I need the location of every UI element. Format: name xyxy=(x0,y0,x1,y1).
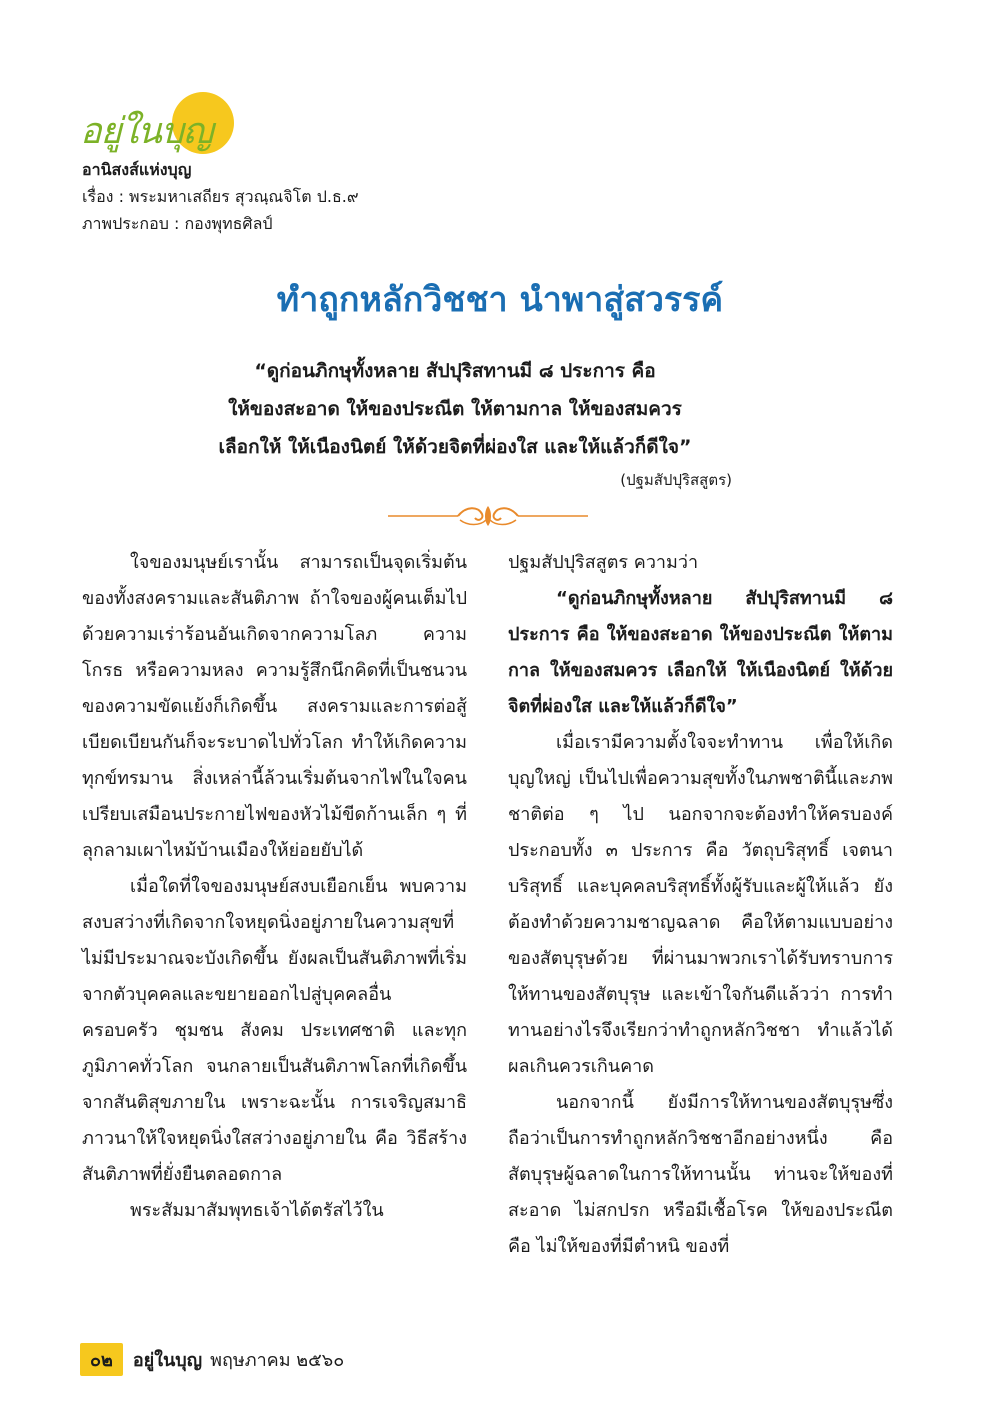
body-paragraph: เมื่อใดที่ใจของมนุษย์สงบเยือกเย็น พบความสงบสว่างที่เกิดจากใจหยุดนิ่งอยู่ภายในความสุขที่ไม่มีประมาณจะบังเกิดขึ้น ยังผลเป็นสันติภาพที่เริ่มจากตัวบุคคลและขยายออกไปสู่บุคคลอื่น ครอบครัว ชุมชน สังคม ประเทศชาติ และทุกภูมิภาคทั่วโลก จนกลายเป็นสันติภาพโลกที่เกิดขึ้นจากสันติสุขภายใน เพราะฉะนั้น การเจริญสมาธิภาวนาให้ใจหยุดนิ่งใสสว่างอยู่ภายใน คือ วิธีสร้างสันติภาพที่ยั่งยืนตลอดกาล xyxy=(82,876,467,1185)
quote-line: เลือกให้ ให้เนืองนิตย์ ให้ด้วยจิตที่ผ่องใส และให้แล้วก็ดีใจ” xyxy=(218,436,692,458)
page-footer xyxy=(80,1343,344,1375)
body-paragraph: เมื่อเรามีความตั้งใจจะทำทาน เพื่อให้เกิดบุญใหญ่ เป็นไปเพื่อความสุขทั้งในภพชาตินี้และภพชาติต่อ ๆ ไป นอกจากจะต้องทำให้ครบองค์ประกอบทั้ง ๓ ประการ คือ วัตถุบริสุทธิ์ เจตนาบริสุทธิ์ และบุคคลบริสุทธิ์ทั้งผู้รับและผู้ให้แล้ว ยังต้องทำด้วยความชาญฉลาด คือให้ตามแบบอย่างของสัตบุรุษด้วย ที่ผ่านมาพวกเราได้รับทราบการให้ทานของสัตบุรุษ และเข้าใจกันดีแล้วว่า การทำทานอย่างไรจึงเรียกว่าทำถูกหลักวิชชา ทำแล้วได้ผลเกินควรเกินคาด xyxy=(508,732,893,1077)
quote-line: “ดูก่อนภิกษุทั้งหลาย สัปปุริสทานมี ๘ ประการ คือ xyxy=(254,360,656,382)
left-column xyxy=(82,545,467,1229)
sutta-quote: “ดูก่อนภิกษุทั้งหลาย สัปปุริสทานมี ๘ ประการ คือ ให้ของสะอาด ให้ของประณีต ให้ตามกาล ให้ของสมควร เลือกให้ ให้เนืองนิตย์ ให้ด้วยจิตที่ผ่องใส และให้แล้วก็ดีใจ” xyxy=(508,588,893,717)
quote-source: (ปฐมสัปปุริสสูตร) xyxy=(620,471,732,489)
ornament-divider xyxy=(388,503,588,529)
body-paragraph: พระสัมมาสัมพุทธเจ้าได้ตรัสไว้ใน xyxy=(130,1200,384,1221)
illustrator-line: ภาพประกอบ : กองพุทธศิลป์ xyxy=(82,214,273,233)
issue-date: พฤษภาคม ๒๕๖๐ xyxy=(210,1349,345,1371)
section-name: อานิสงส์แห่งบุญ xyxy=(82,160,192,179)
author-line: เรื่อง : พระมหาเสถียร สุวณฺณจิโต ป.ธ.๙ xyxy=(82,187,359,206)
body-paragraph: ใจของมนุษย์เรานั้น สามารถเป็นจุดเริ่มต้นของทั้งสงครามและสันติภาพ ถ้าใจของผู้คนเต็มไปด้วยความเร่าร้อนอันเกิดจากความโลภ ความโกรธ หรือความหลง ความรู้สึกนึกคิดที่เป็นชนวนของความขัดแย้งก็เกิดขึ้น สงครามและการต่อสู้เบียดเบียนกันก็จะระบาดไปทั่วโลก ทำให้เกิดความทุกข์ทรมาน สิ่งเหล่านี้ล้วนเริ่มต้นจากไฟในใจคน เปรียบเสมือนประกายไฟของหัวไม้ขีดก้านเล็ก ๆ ที่ลุกลามเผาไหม้บ้านเมืองให้ย่อยยับได้ xyxy=(82,552,467,861)
magazine-name: อยู่ในบุญ xyxy=(132,1349,203,1371)
logo-text: อยู่ในบุญ xyxy=(80,111,213,152)
article-meta xyxy=(82,156,359,237)
quote-line: ให้ของสะอาด ให้ของประณีต ให้ตามกาล ให้ของสมควร xyxy=(228,398,682,420)
page-number: ๐๒ xyxy=(80,1343,123,1376)
body-paragraph: นอกจากนี้ ยังมีการให้ทานของสัตบุรุษซึ่งถือว่าเป็นการทำถูกหลักวิชชาอีกอย่างหนึ่ง คือ สัตบุรุษผู้ฉลาดในการให้ทานนั้น ท่านจะให้ของที่สะอาด ไม่สกปรก หรือมีเชื้อโรค ให้ของประณีต คือ ไม่ให้ของที่มีตำหนิ ของที่ xyxy=(508,1092,893,1257)
right-column xyxy=(508,545,893,1265)
body-paragraph: ปฐมสัปปุริสสูตร ความว่า xyxy=(508,552,699,573)
opening-quote xyxy=(150,352,760,466)
article-title: ทำถูกหลักวิชชา นำพาสู่สวรรค์ xyxy=(276,280,724,320)
magazine-logo xyxy=(80,92,220,154)
